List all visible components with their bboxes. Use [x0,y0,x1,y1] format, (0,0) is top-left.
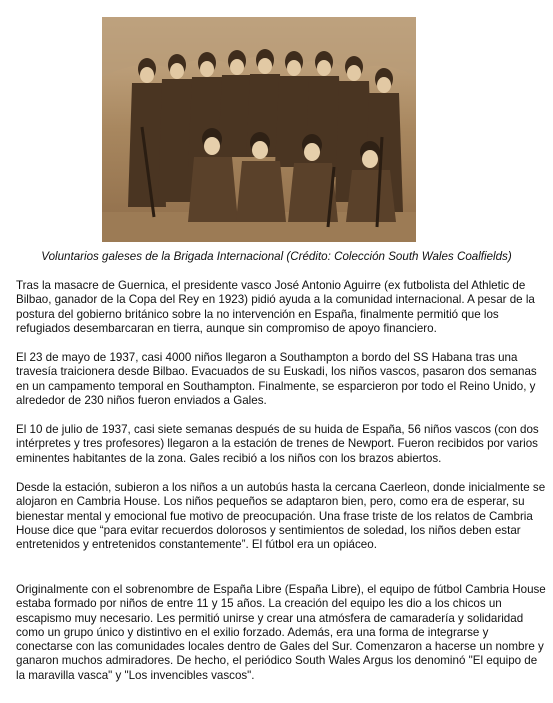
photo-caption: Voluntarios galeses de la Brigada Internacional (Crédito: Colección South Wales Coalfields) [41,250,512,263]
paragraph-southampton: El 23 de mayo de 1937, casi 4000 niños llegaron a Southampton a bordo del SS Habana tras una travesía traicionera desde Bilbao. Evacuados de su Euskadi, los niños vascos, pasaron dos semanas en un campamento temporal en Southampton. Finalmente, se esparcieron por todo el Reino Unido, y alrededor de 230 niños fueron enviados a Gales. [16,351,537,407]
historical-group-photo [102,17,416,242]
paragraph-newport: El 10 de julio de 1937, casi siete semanas después de su huida de España, 56 niños vascos (con dos intérpretes y tres profesores) llegaron a la estación de trenes de Newport. Fueron recibidos por varios eminentes habitantes de la zona. Gales recibió a los niños con los brazos abiertos. [16,423,539,465]
paragraph-cambria-house: Desde la estación, subieron a los niños a un autobús hasta la cercana Caerleon, donde inicialmente se alojaron en Cambria House. Los niños pequeños se adaptaron bien, pero, como era de esperar, su bienestar mental y emocional fue motivo de preocupación. Una frase triste de los relatos de Cambria House dice que “para evitar recuerdos dolorosos y sentimientos de soledad, los niños deben estar entretenidos y entretenidos constantemente”. El fútbol era un opiáceo. [16,481,546,551]
paragraph-espana-libre: Originalmente con el sobrenombre de España Libre (España Libre), el equipo de fútbol Cambria House estaba formado por niños de entre 11 y 15 años. La creación del equipo les dio a los chicos un escapismo muy necesario. Les permitió unirse y crear una atmósfera de camaradería y solidaridad como un grupo único y distintivo en el exilio forzado. Además, era una forma de integrarse y conectarse con las comunidades locales dentro de Gales del Sur. Comenzaron a hacerse un nombre y ganaron muchos admiradores. De hecho, el periódico South Wales Argus los denominó "El equipo de la maravilla vasca" y "Los invencibles vascos". [16,583,546,682]
paragraph-guernica: Tras la masacre de Guernica, el presidente vasco José Antonio Aguirre (ex futbolista del Athletic de Bilbao, ganador de la Copa del Rey en 1923) pidió ayuda a la comunidad internacional. A pesar de la postura del gobierno británico sobre la no intervención en España, finalmente permitió que los refugiados desembarcaran en tierra, aunque sin compromiso de apoyo financiero. [16,279,535,335]
sepia-group-photo-icon [102,17,416,242]
